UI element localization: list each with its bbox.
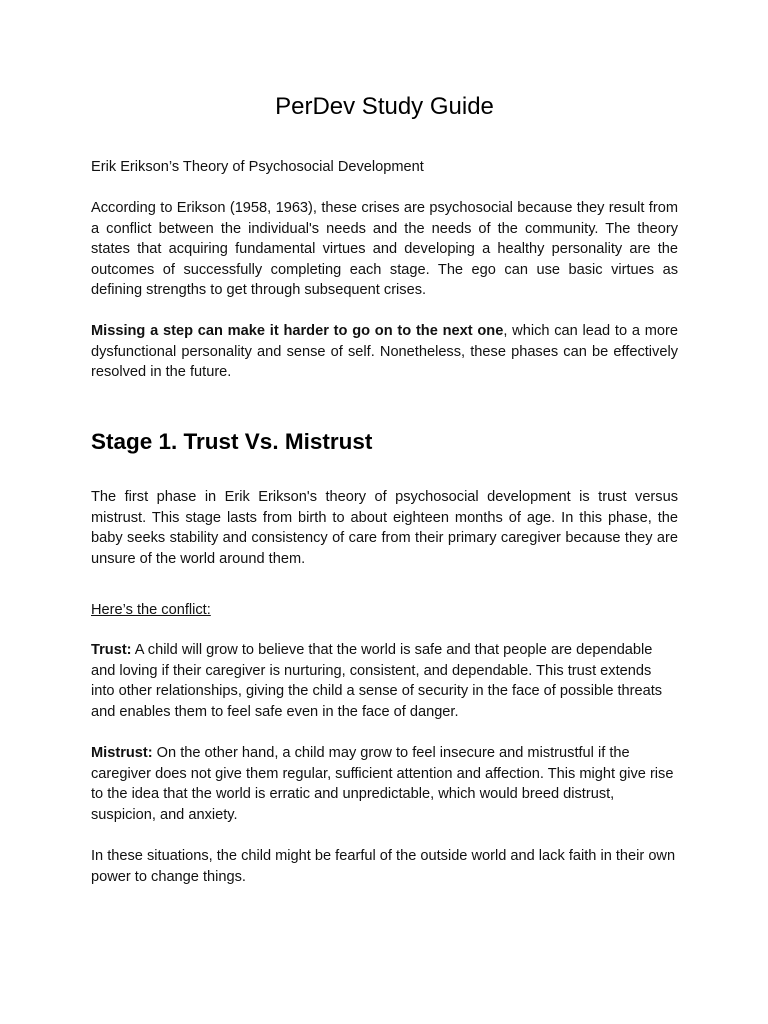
trust-label: Trust: bbox=[91, 642, 132, 658]
mistrust-paragraph bbox=[91, 743, 678, 825]
mistrust-label: Mistrust: bbox=[91, 745, 153, 761]
trust-text: A child will grow to believe that the world is safe and that people are dependable and loving if their caregiver is nurturing, consistent, and dependable. This trust extends into other relationships, giving the child a sense of security in the face of possible threats and enables them to feel safe even in the face of danger. bbox=[91, 642, 663, 720]
stage-1-description: The first phase in Erik Erikson's theory of psychosocial development is trust versus mistrust. This stage lasts from birth to about eighteen months of age. In this phase, the baby seeks stability and consistency of care from their primary caregiver because they are unsure of the world around them. bbox=[91, 489, 678, 567]
document-subtitle: Erik Erikson’s Theory of Psychosocial Development bbox=[91, 159, 424, 175]
trust-paragraph bbox=[91, 640, 678, 722]
stage-1-heading: Stage 1. Trust Vs. Mistrust bbox=[91, 429, 373, 454]
missing-step-paragraph bbox=[91, 321, 678, 383]
missing-step-bold-text: Missing a step can make it harder to go on to the next one bbox=[91, 323, 504, 339]
missing-step-text: , which can lead to a more dysfunctional personality and sense of self. Nonetheless, these phases can be effectively resolved in the future. bbox=[91, 323, 678, 381]
closing-paragraph: In these situations, the child might be fearful of the outside world and lack faith in their own power to change things. bbox=[91, 848, 676, 885]
page-title: PerDev Study Guide bbox=[275, 93, 494, 120]
conflict-label: Here’s the conflict: bbox=[91, 602, 211, 618]
mistrust-text: On the other hand, a child may grow to feel insecure and mistrustful if the caregiver does not give them regular, sufficient attention and affection. This might give rise to the idea that the world is erratic and unpredictable, which would breed distrust, suspicion, and anxiety. bbox=[91, 745, 674, 823]
intro-paragraph: According to Erikson (1958, 1963), these crises are psychosocial because they result from a conflict between the individual's needs and the needs of the community. The theory states that acquiring fundamental virtues and developing a healthy personality are the outcomes of successfully completing each stage. The ego can use basic virtues as defining strengths to get through subsequent crises. bbox=[91, 200, 678, 299]
